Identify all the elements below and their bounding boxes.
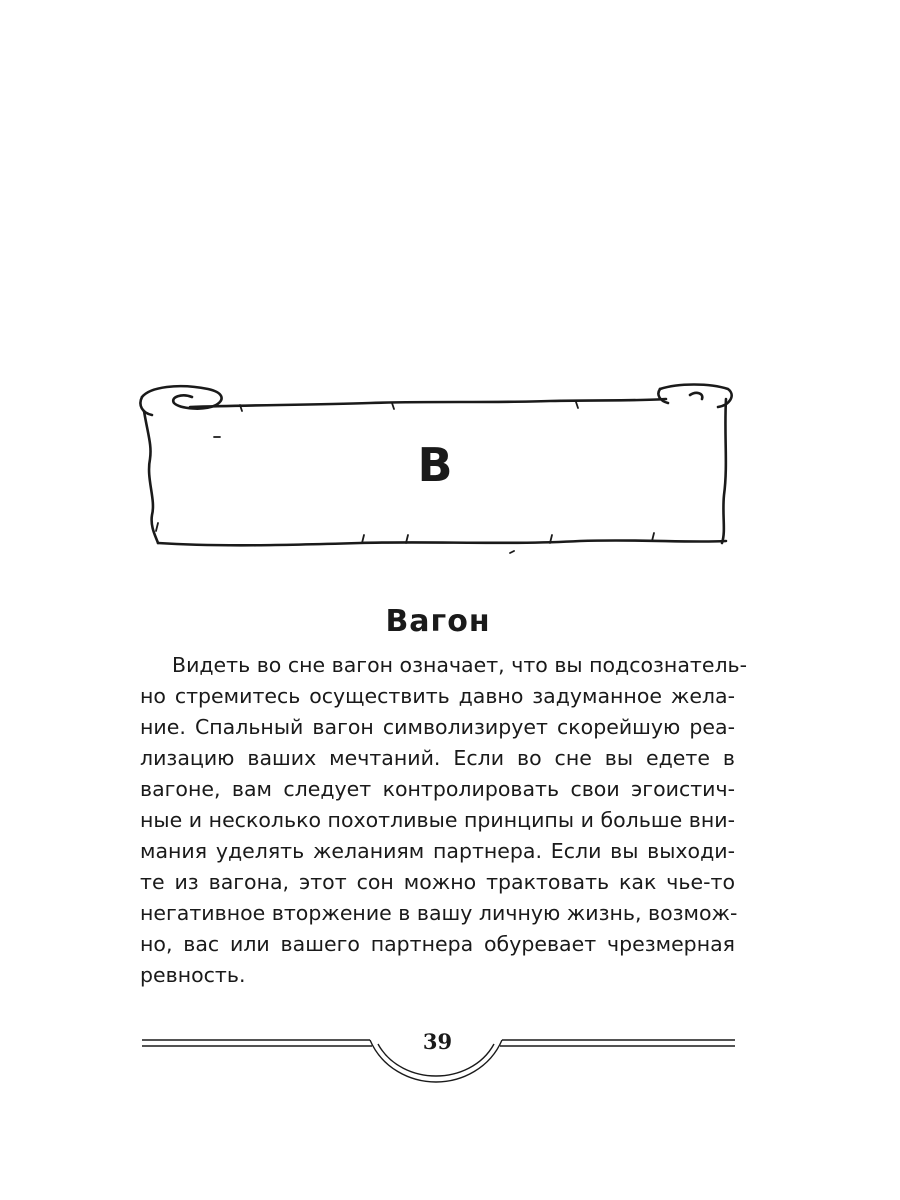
paragraph-line: ные и несколько похотливые принципы и больше вни- <box>140 808 735 832</box>
paragraph-line: но стремитесь осуществить давно задуманное жела- <box>140 684 735 708</box>
paragraph-line: ревность. <box>140 963 246 987</box>
entry-paragraph <box>140 650 748 991</box>
paragraph-line: лизацию ваших мечтаний. Если во сне вы едете в <box>140 746 735 770</box>
chapter-letter: В <box>417 438 453 492</box>
paragraph-line: те из вагона, этот сон можно трактовать как чье-то <box>140 870 735 894</box>
paragraph-line: мания уделять желаниям партнера. Если вы выходи- <box>140 839 735 863</box>
paragraph-line: ние. Спальный вагон символизирует скорейшую реа- <box>140 715 735 739</box>
page-footer <box>130 1020 745 1090</box>
chapter-scroll-banner <box>130 375 740 560</box>
page-number: 39 <box>422 1029 453 1054</box>
paragraph-line: но, вас или вашего партнера обуревает чрезмерная <box>140 932 735 956</box>
paragraph-line: вагоне, вам следует контролировать свои эгоистич- <box>140 777 735 801</box>
paragraph-line: Видеть во сне вагон означает, что вы подсознатель- <box>172 653 748 677</box>
entry-title: Вагон <box>385 604 491 639</box>
paragraph-line: негативное вторжение в вашу личную жизнь, возмож- <box>140 901 738 925</box>
